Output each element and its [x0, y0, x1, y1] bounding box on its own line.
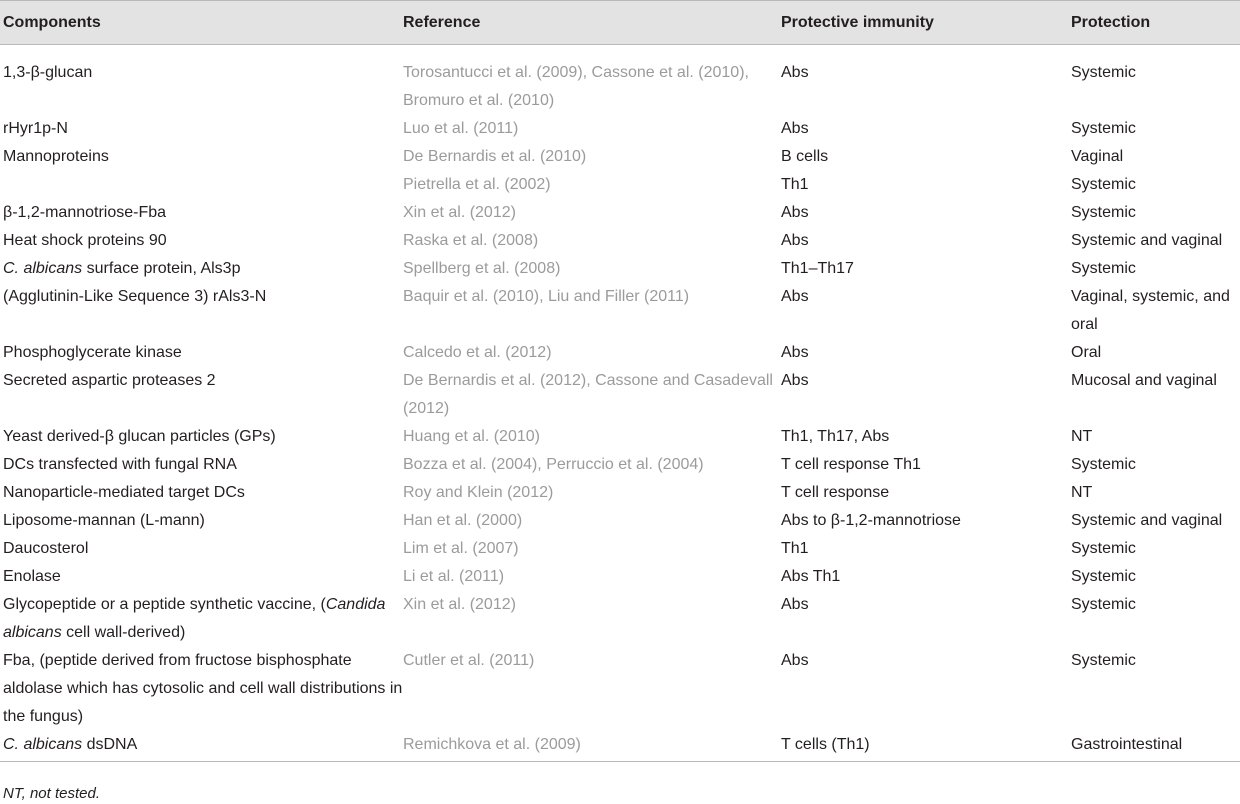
cell-protective-immunity: Abs Th1	[781, 568, 841, 585]
table-header	[0, 1, 1240, 45]
component-text: Mannoproteins	[3, 148, 109, 165]
component-text: Enolase	[3, 568, 61, 585]
cell-components	[0, 171, 403, 199]
species-name: C. albicans	[3, 260, 83, 277]
cell-protection: Systemic	[1071, 596, 1136, 613]
table-row	[0, 171, 1240, 199]
cell-protective-immunity: Abs	[781, 120, 809, 137]
cell-protection: Oral	[1071, 344, 1102, 361]
cell-protective-immunity: Abs	[781, 204, 809, 221]
cell-protection: Mucosal and vaginal	[1071, 372, 1217, 389]
header-protective-immunity: Protective immunity	[781, 1, 1071, 45]
table-row	[0, 143, 1240, 171]
cell-components	[0, 479, 403, 507]
cell-protection: Systemic	[1071, 652, 1136, 669]
component-text: surface protein, Als3p	[82, 260, 241, 277]
cell-protection: Systemic	[1071, 204, 1136, 221]
table-row	[0, 45, 1240, 116]
cell-protective-immunity: Abs	[781, 288, 809, 305]
cell-components	[0, 115, 403, 143]
cell-protective-immunity: Abs	[781, 596, 809, 613]
component-text: Yeast derived-β glucan particles (GPs)	[3, 428, 276, 445]
cell-reference: Spellberg et al. (2008)	[403, 260, 561, 277]
cell-protective-immunity: Abs	[781, 652, 809, 669]
cell-reference: Lim et al. (2007)	[403, 540, 519, 557]
table-row	[0, 199, 1240, 227]
cell-components	[0, 255, 403, 283]
cell-protection: Systemic	[1071, 260, 1136, 277]
table-row	[0, 423, 1240, 451]
cell-protection: Systemic	[1071, 120, 1136, 137]
cell-protection: Systemic	[1071, 456, 1136, 473]
cell-reference: Cutler et al. (2011)	[403, 652, 535, 669]
cell-protection: Gastrointestinal	[1071, 731, 1240, 762]
cell-reference: Bozza et al. (2004), Perruccio et al. (2004)	[403, 456, 704, 473]
cell-reference: Han et al. (2000)	[403, 512, 523, 529]
component-text: Liposome-mannan (L-mann)	[3, 512, 205, 529]
cell-protective-immunity: Th1, Th17, Abs	[781, 428, 890, 445]
component-text: 1,3-β-glucan	[3, 64, 93, 81]
cell-reference: Xin et al. (2012)	[403, 596, 516, 613]
cell-protective-immunity: Abs to β-1,2-mannotriose	[781, 512, 961, 529]
component-text-after: cell wall-derived)	[61, 624, 186, 641]
cell-protective-immunity: Abs	[781, 372, 809, 389]
cell-protection: Systemic	[1071, 568, 1136, 585]
component-text: Daucosterol	[3, 540, 89, 557]
cell-components	[0, 423, 403, 451]
table-row	[0, 283, 1240, 339]
cell-protective-immunity: Th1	[781, 176, 809, 193]
cell-protective-immunity: Abs	[781, 232, 809, 249]
cell-protective-immunity: T cell response	[781, 484, 890, 501]
cell-components	[0, 451, 403, 479]
cell-protective-immunity: Th1–Th17	[781, 260, 854, 277]
cell-components	[0, 339, 403, 367]
cell-components	[0, 367, 403, 423]
cell-reference: Baquir et al. (2010), Liu and Filler (2011)	[403, 288, 690, 305]
cell-components	[0, 143, 403, 171]
cell-reference: Li et al. (2011)	[403, 568, 505, 585]
component-text: Glycopeptide or a peptide synthetic vaccine, (	[3, 596, 326, 613]
cell-protection: Systemic and vaginal	[1071, 512, 1223, 529]
table-row	[0, 647, 1240, 731]
component-text: Phosphoglycerate kinase	[3, 344, 182, 361]
cell-components	[0, 563, 403, 591]
cell-reference: Pietrella et al. (2002)	[403, 176, 551, 193]
table-row	[0, 227, 1240, 255]
cell-protection: Systemic and vaginal	[1071, 232, 1223, 249]
cell-reference: Luo et al. (2011)	[403, 120, 519, 137]
header-row	[0, 1, 1240, 45]
cell-reference: Torosantucci et al. (2009), Cassone et al. (2010), Bromuro et al. (2010)	[403, 64, 749, 109]
cell-reference: Xin et al. (2012)	[403, 204, 516, 221]
cell-components	[0, 535, 403, 563]
component-text: rHyr1p-N	[3, 120, 68, 137]
cell-components	[0, 647, 403, 731]
header-protection: Protection	[1071, 1, 1240, 45]
cell-components	[0, 731, 403, 762]
cell-protective-immunity: Th1	[781, 540, 809, 557]
cell-reference: Huang et al. (2010)	[403, 428, 540, 445]
table-body	[0, 45, 1240, 762]
cell-protection: Systemic	[1071, 540, 1136, 557]
cell-reference: De Bernardis et al. (2012), Cassone and Casadevall (2012)	[403, 372, 773, 417]
header-reference: Reference	[403, 1, 781, 45]
cell-components	[0, 199, 403, 227]
table-row	[0, 339, 1240, 367]
table-row	[0, 535, 1240, 563]
cell-components	[0, 45, 403, 116]
cell-protective-immunity: T cells (Th1)	[781, 731, 1071, 762]
species-name: C. albicans	[3, 736, 83, 753]
component-text: Heat shock proteins 90	[3, 232, 167, 249]
cell-protection: Vaginal	[1071, 148, 1124, 165]
table-row	[0, 507, 1240, 535]
cell-protective-immunity: B cells	[781, 148, 829, 165]
table-row	[0, 563, 1240, 591]
table-row	[0, 731, 1240, 762]
table-row	[0, 115, 1240, 143]
cell-reference: Remichkova et al. (2009)	[403, 731, 781, 762]
cell-reference: Roy and Klein (2012)	[403, 484, 554, 501]
cell-components	[0, 227, 403, 255]
table-row	[0, 367, 1240, 423]
component-text: (Agglutinin-Like Sequence 3) rAls3-N	[3, 288, 267, 305]
species-name: Candida albicans	[3, 596, 386, 641]
table-row	[0, 255, 1240, 283]
component-text: Fba, (peptide derived from fructose bisphosphate aldolase which has cytosolic and cell wall distributions in the fungus)	[3, 652, 403, 725]
cell-protection: NT	[1071, 428, 1093, 445]
cell-reference: Raska et al. (2008)	[403, 232, 539, 249]
component-text: β-1,2-mannotriose-Fba	[3, 204, 167, 221]
table-row	[0, 479, 1240, 507]
component-text: dsDNA	[82, 736, 138, 753]
component-text: DCs transfected with fungal RNA	[3, 456, 237, 473]
cell-protective-immunity: Abs	[781, 64, 809, 81]
cell-protective-immunity: Abs	[781, 344, 809, 361]
table-row	[0, 591, 1240, 647]
cell-components	[0, 283, 403, 339]
header-components: Components	[0, 1, 403, 45]
cell-components	[0, 591, 403, 647]
component-text: Nanoparticle-mediated target DCs	[3, 484, 245, 501]
cell-protection: NT	[1071, 484, 1093, 501]
table-footnote: NT, not tested.	[3, 785, 101, 802]
table-row	[0, 451, 1240, 479]
cell-protection: Systemic	[1071, 64, 1136, 81]
cell-protection: Vaginal, systemic, and oral	[1071, 288, 1230, 333]
cell-reference: De Bernardis et al. (2010)	[403, 148, 587, 165]
component-text: Secreted aspartic proteases 2	[3, 372, 216, 389]
cell-reference: Calcedo et al. (2012)	[403, 344, 552, 361]
cell-protective-immunity: T cell response Th1	[781, 456, 921, 473]
cell-components	[0, 507, 403, 535]
cell-protection: Systemic	[1071, 176, 1136, 193]
